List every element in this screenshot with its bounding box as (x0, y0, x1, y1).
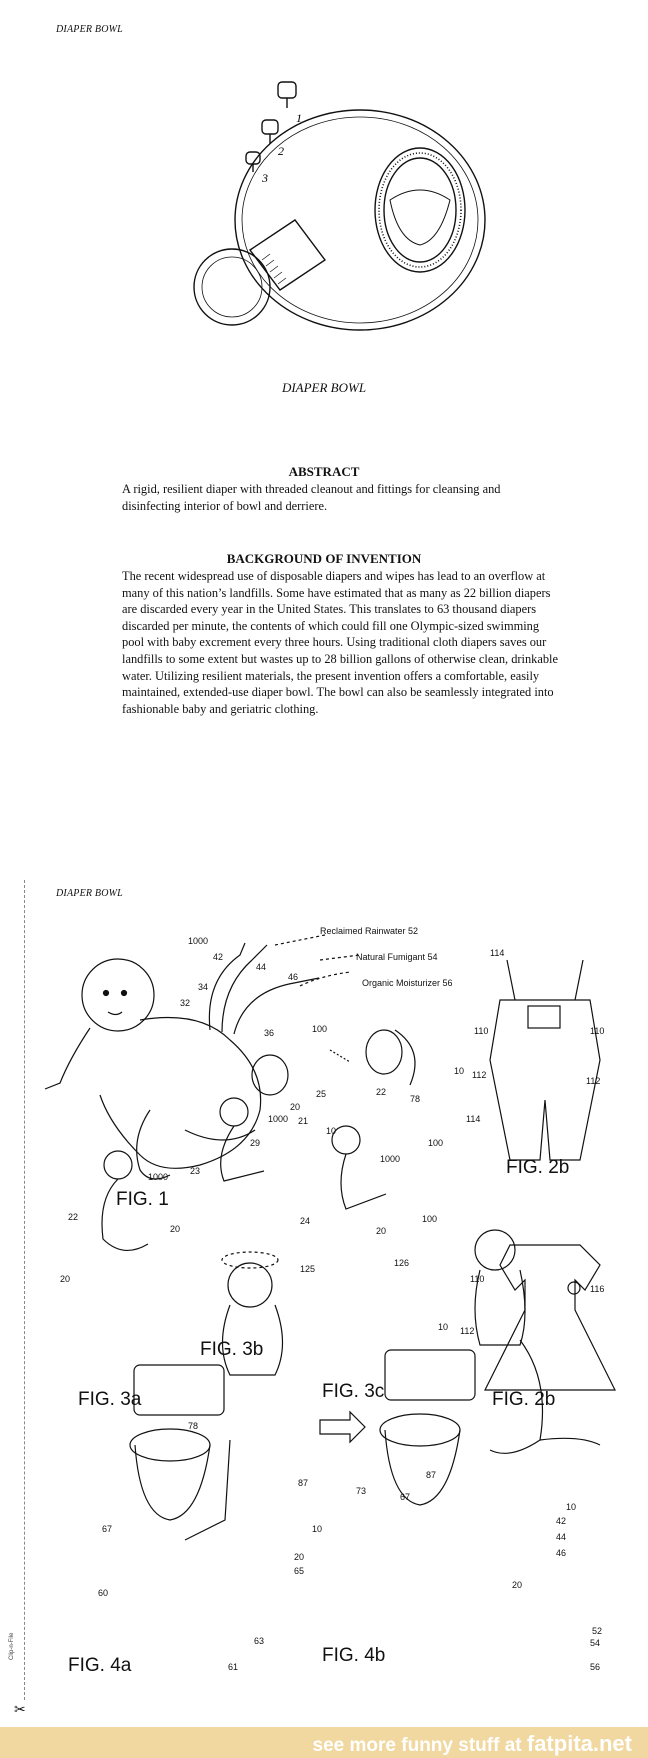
ref-10-fig4a: 10 (312, 1524, 323, 1534)
background-title: BACKGROUND OF INVENTION (226, 551, 422, 566)
fig3c-label: FIG. 3c (322, 1381, 385, 1402)
footer-brand: fatpita.net (526, 1731, 632, 1756)
ref-67-fig4b: 67 (400, 1492, 411, 1502)
ref-78-fig4a: 78 (188, 1421, 199, 1431)
ref-10-fig2b: 10 (438, 1322, 449, 1332)
fitting-number-2: 2 (278, 144, 284, 158)
fig2a-label: FIG. 2b (506, 1157, 570, 1178)
ref-112-left: 112 (472, 1070, 487, 1080)
ref-112-fig2b: 112 (460, 1326, 475, 1336)
ref-63: 63 (254, 1636, 265, 1646)
ref-20-fig3a: 20 (60, 1274, 71, 1284)
ref-1000-fig1: 1000 (188, 936, 209, 946)
ref-44: 44 (256, 962, 267, 972)
ref-112-right: 112 (586, 1076, 601, 1086)
footer-banner (0, 1727, 648, 1758)
footer-text: see more funny stuff at (312, 1735, 527, 1756)
ref-46-fig4b: 46 (556, 1548, 567, 1558)
ref-78-fig1: 78 (410, 1094, 421, 1104)
ref-100-fig2b: 100 (422, 1214, 438, 1224)
patent-figures (0, 900, 648, 1720)
ref-87-fig4b: 87 (426, 1470, 437, 1480)
abstract-body: A rigid, resilient diaper with threaded cleanout and fittings for cleansing and disinfecting interior of bowl and derriere. (122, 482, 501, 513)
footer-link[interactable] (313, 1731, 632, 1757)
ref-34: 34 (198, 982, 209, 992)
ref-22-fig1: 22 (376, 1087, 387, 1097)
ref-46: 46 (288, 972, 299, 982)
ref-73: 73 (356, 1486, 367, 1496)
ref-87-fig4a: 87 (298, 1478, 309, 1488)
ref-1000-fig3a: 1000 (148, 1172, 169, 1182)
fig3b-label: FIG. 3b (200, 1339, 264, 1360)
ref-42-fig4b: 42 (556, 1516, 567, 1526)
ref-61: 61 (228, 1662, 239, 1672)
background-body: The recent widespread use of disposable diapers and wipes has lead to an overflow at many of this nation’s landfills. Some have estimated that as many as 22 billion diapers are discarded every year in the United States. This translates to 63 thousand diapers discarded per minute, the contents of which could fill one Olympic-sized swimming pool with baby excrement every three hours. Using traditional cloth diapers saves our landfills to some extent but wastes up to 28 billion gallons of otherwise clean, drinkable water. Utilizing resilient materials, the present invention offers a comfortable, easily maintained, extended-use diaper bowl. The bowl can also be seamlessly integrated into fashionable baby and geriatric clothing. (122, 569, 558, 716)
fig3a-label: FIG. 3a (78, 1389, 142, 1410)
label-organic-moisturizer: Organic Moisturizer 56 (362, 978, 453, 988)
diaper-bowl-illustration (0, 60, 648, 380)
ref-114-top: 114 (490, 948, 505, 958)
ref-52: 52 (592, 1626, 603, 1636)
fig4b-label: FIG. 4b (322, 1645, 386, 1666)
ref-44-fig4b: 44 (556, 1532, 567, 1542)
ref-42: 42 (213, 952, 224, 962)
ref-29: 29 (250, 1138, 261, 1148)
ref-32: 32 (180, 998, 191, 1008)
ref-60: 60 (98, 1588, 109, 1598)
ref-65: 65 (294, 1566, 305, 1576)
fig1-label: FIG. 1 (116, 1189, 169, 1210)
ref-1000-fig3c: 1000 (380, 1154, 401, 1164)
ref-20-fig3c: 20 (376, 1226, 387, 1236)
ref-54: 54 (590, 1638, 601, 1648)
ref-114-bottom: 114 (466, 1114, 481, 1124)
ref-67-fig4a: 67 (102, 1524, 113, 1534)
ref-100-fig2: 100 (428, 1138, 444, 1148)
ref-1000-fig3b: 1000 (268, 1114, 289, 1124)
clip-n-file-note: Clip-n-File (9, 1632, 15, 1660)
fitting-number-3: 3 (262, 171, 268, 185)
ref-20-fig3b: 20 (170, 1224, 181, 1234)
page-header: DIAPER BOWL (56, 24, 123, 35)
ref-116: 116 (590, 1284, 605, 1294)
ref-24: 24 (300, 1216, 311, 1226)
fig4a-label: FIG. 4a (68, 1655, 132, 1676)
fig2b-label: FIG. 2b (492, 1389, 556, 1410)
ref-56: 56 (590, 1662, 601, 1672)
ref-110-fig2b: 110 (470, 1274, 485, 1284)
abstract-title: ABSTRACT (288, 464, 360, 479)
ref-100-fig1: 100 (312, 1024, 328, 1034)
ref-22-fig3a: 22 (68, 1212, 79, 1222)
ref-21: 21 (298, 1116, 309, 1126)
ref-125: 125 (300, 1264, 316, 1274)
ref-110-left: 110 (474, 1026, 489, 1036)
ref-10-fig2: 10 (454, 1066, 465, 1076)
label-reclaimed-rainwater: Reclaimed Rainwater 52 (320, 926, 419, 936)
figure-caption: DIAPER BOWL (281, 380, 367, 395)
ref-10-fig4b: 10 (566, 1502, 577, 1512)
ref-110-right: 110 (590, 1026, 605, 1036)
ref-20-fig4a: 20 (294, 1552, 305, 1562)
ref-10-fig1: 10 (326, 1126, 337, 1136)
scissors-icon: ✂ (14, 1703, 26, 1718)
ref-20-fig4b: 20 (512, 1580, 523, 1590)
ref-126: 126 (394, 1258, 410, 1268)
ref-23: 23 (190, 1166, 201, 1176)
page-header-second: DIAPER BOWL (56, 888, 123, 899)
ref-25: 25 (316, 1089, 327, 1099)
ref-36: 36 (264, 1028, 275, 1038)
ref-20-fig1: 20 (290, 1102, 301, 1112)
fitting-number-1: 1 (296, 111, 302, 125)
label-natural-fumigant: Natural Fumigant 54 (356, 952, 438, 962)
